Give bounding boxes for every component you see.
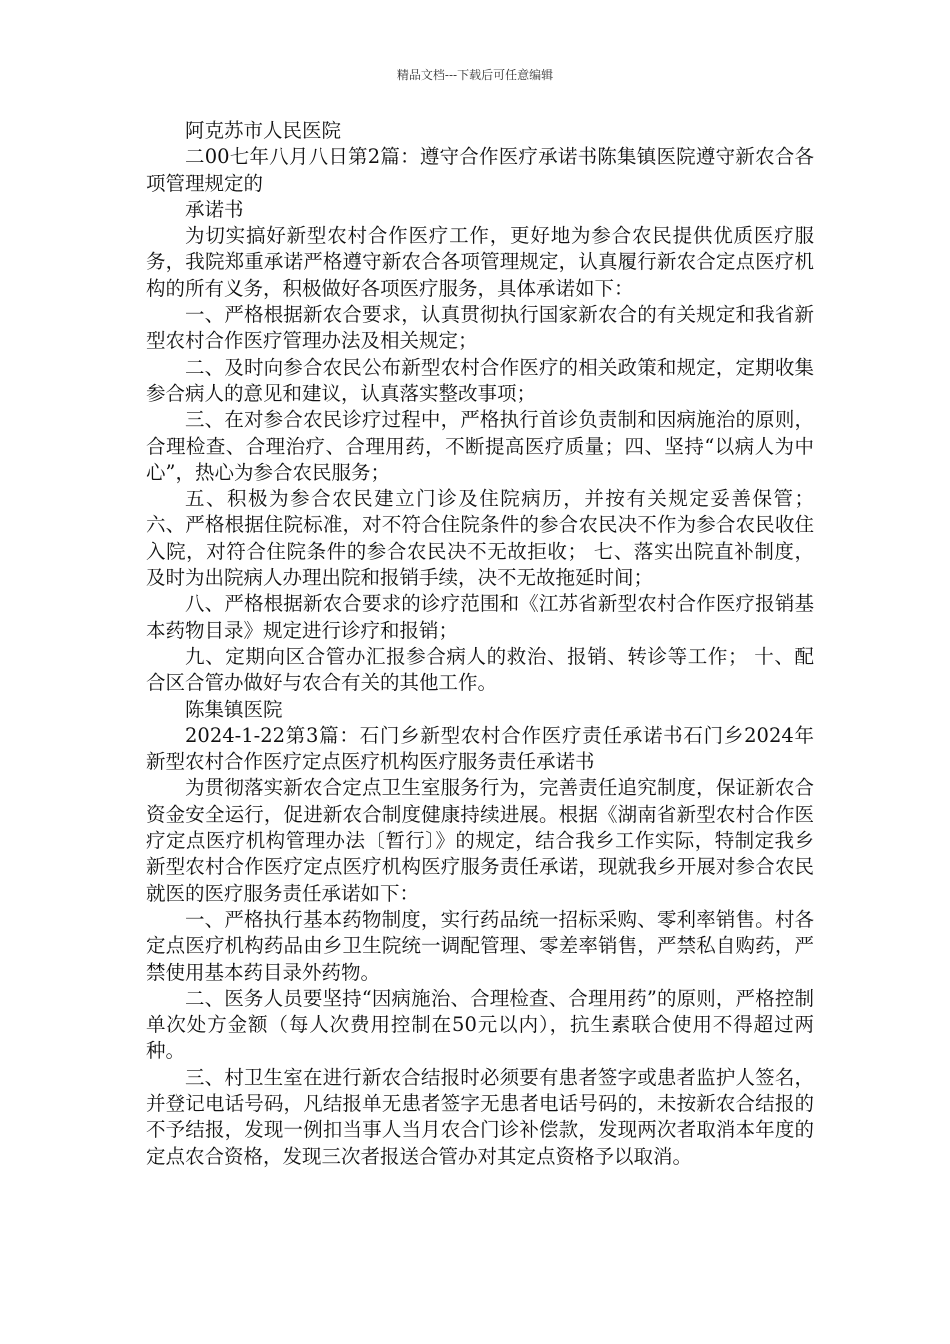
pledge-item-5-6-7: 五、积极为参合农民建立门诊及住院病历，并按有关规定妥善保管； 六、严格根据住院标准，对不符合住院条件的参合农民决不作为参合农民收住入院，对符合住院条件的参合农民决不无故拒收； 七、落实出院直补制度，及时为出院病人办理出院和报销手续，决不无故拖延时间； [146,487,814,590]
article3-intro-paragraph: 为贯彻落实新农合定点卫生室服务行为，完善责任追究制度，保证新农合资金安全运行，促进新农合制度健康持续进展。根据《湖南省新型农村合作医疗定点医疗机构管理办法〔暂行〕》的规定，结合我乡工作实际，特制定我乡新型农村合作医疗定点医疗机构医疗服务责任承诺，现就我乡开展对参合农民就医的医疗服务责任承诺如下： [146,776,814,905]
page-header-note: 精品文档---下载后可任意编辑 [396,68,554,82]
pledge-item-9-10: 九、定期向区合管办汇报参合病人的救治、报销、转诊等工作； 十、配合区合管办做好与农合有关的其他工作。 [146,644,814,695]
pledge-intro-paragraph: 为切实搞好新型农村合作医疗工作，更好地为参合农民提供优质医疗服务，我院郑重承诺严格遵守新农合各项管理规定，认真履行新农合定点医疗机构的所有义务，积极做好各项医疗服务，具体承诺如下： [146,224,814,300]
pledge-item-2: 二、及时向参合农民公布新型农村合作医疗的相关政策和规定，定期收集参合病人的意见和建议，认真落实整改事项； [146,355,814,405]
pledge-item-8: 八、严格根据新农合要求的诊疗范围和《江苏省新型农村合作医疗报销基本药物目录》规定进行诊疗和报销； [146,592,814,642]
article3-item-2: 二、医务人员要坚持“因病施治、合理检查、合理用药”的原则，严格控制单次处方金额（每人次费用控制在50元以内），抗生素联合使用不得超过两种。 [146,986,814,1063]
hospital-name-line: 阿克苏市人民医院 [185,119,342,142]
article3-item-3: 三、村卫生室在进行新农合结报时必须要有患者签字或患者监护人签名，并登记电话号码，凡结报单无患者签字无患者电话号码的，未按新农合结报的不予结报，发现一例扣当事人当月农合门诊补偿款，发现两次者取消本年度的定点农合资格，发现三次者报送合管办对其定点资格予以取消。 [146,1065,814,1168]
date-and-article2-title: 二00七年八月八日第2篇：遵守合作医疗承诺书陈集镇医院遵守新农合各项管理规定的 [146,145,814,195]
signature-hospital: 陈集镇医院 [185,697,283,721]
document-body [146,118,814,1170]
article3-item-1: 一、严格执行基本药物制度，实行药品统一招标采购、零利率销售。村各定点医疗机构药品由乡卫生院统一调配管理、零差率销售，严禁私自购药，严禁使用基本药目录外药物。 [146,907,814,984]
pledge-item-3-4: 三、在对参合农民诊疗过程中，严格执行首诊负责制和因病施治的原则，合理检查、合理治疗、合理用药，不断提高医疗质量；四、坚持“以病人为中心”，热心为参合农民服务； [146,408,814,484]
pledge-item-1: 一、严格根据新农合要求，认真贯彻执行国家新农合的有关规定和我省新型农村合作医疗管理办法及相关规定； [146,303,814,353]
pledge-heading: 承诺书 [185,197,244,221]
date-and-article3-title: 2024-1-22第3篇：石门乡新型农村合作医疗责任承诺书石门乡2024年新型农村合作医疗定点医疗机构医疗服务责任承诺书 [146,723,814,774]
